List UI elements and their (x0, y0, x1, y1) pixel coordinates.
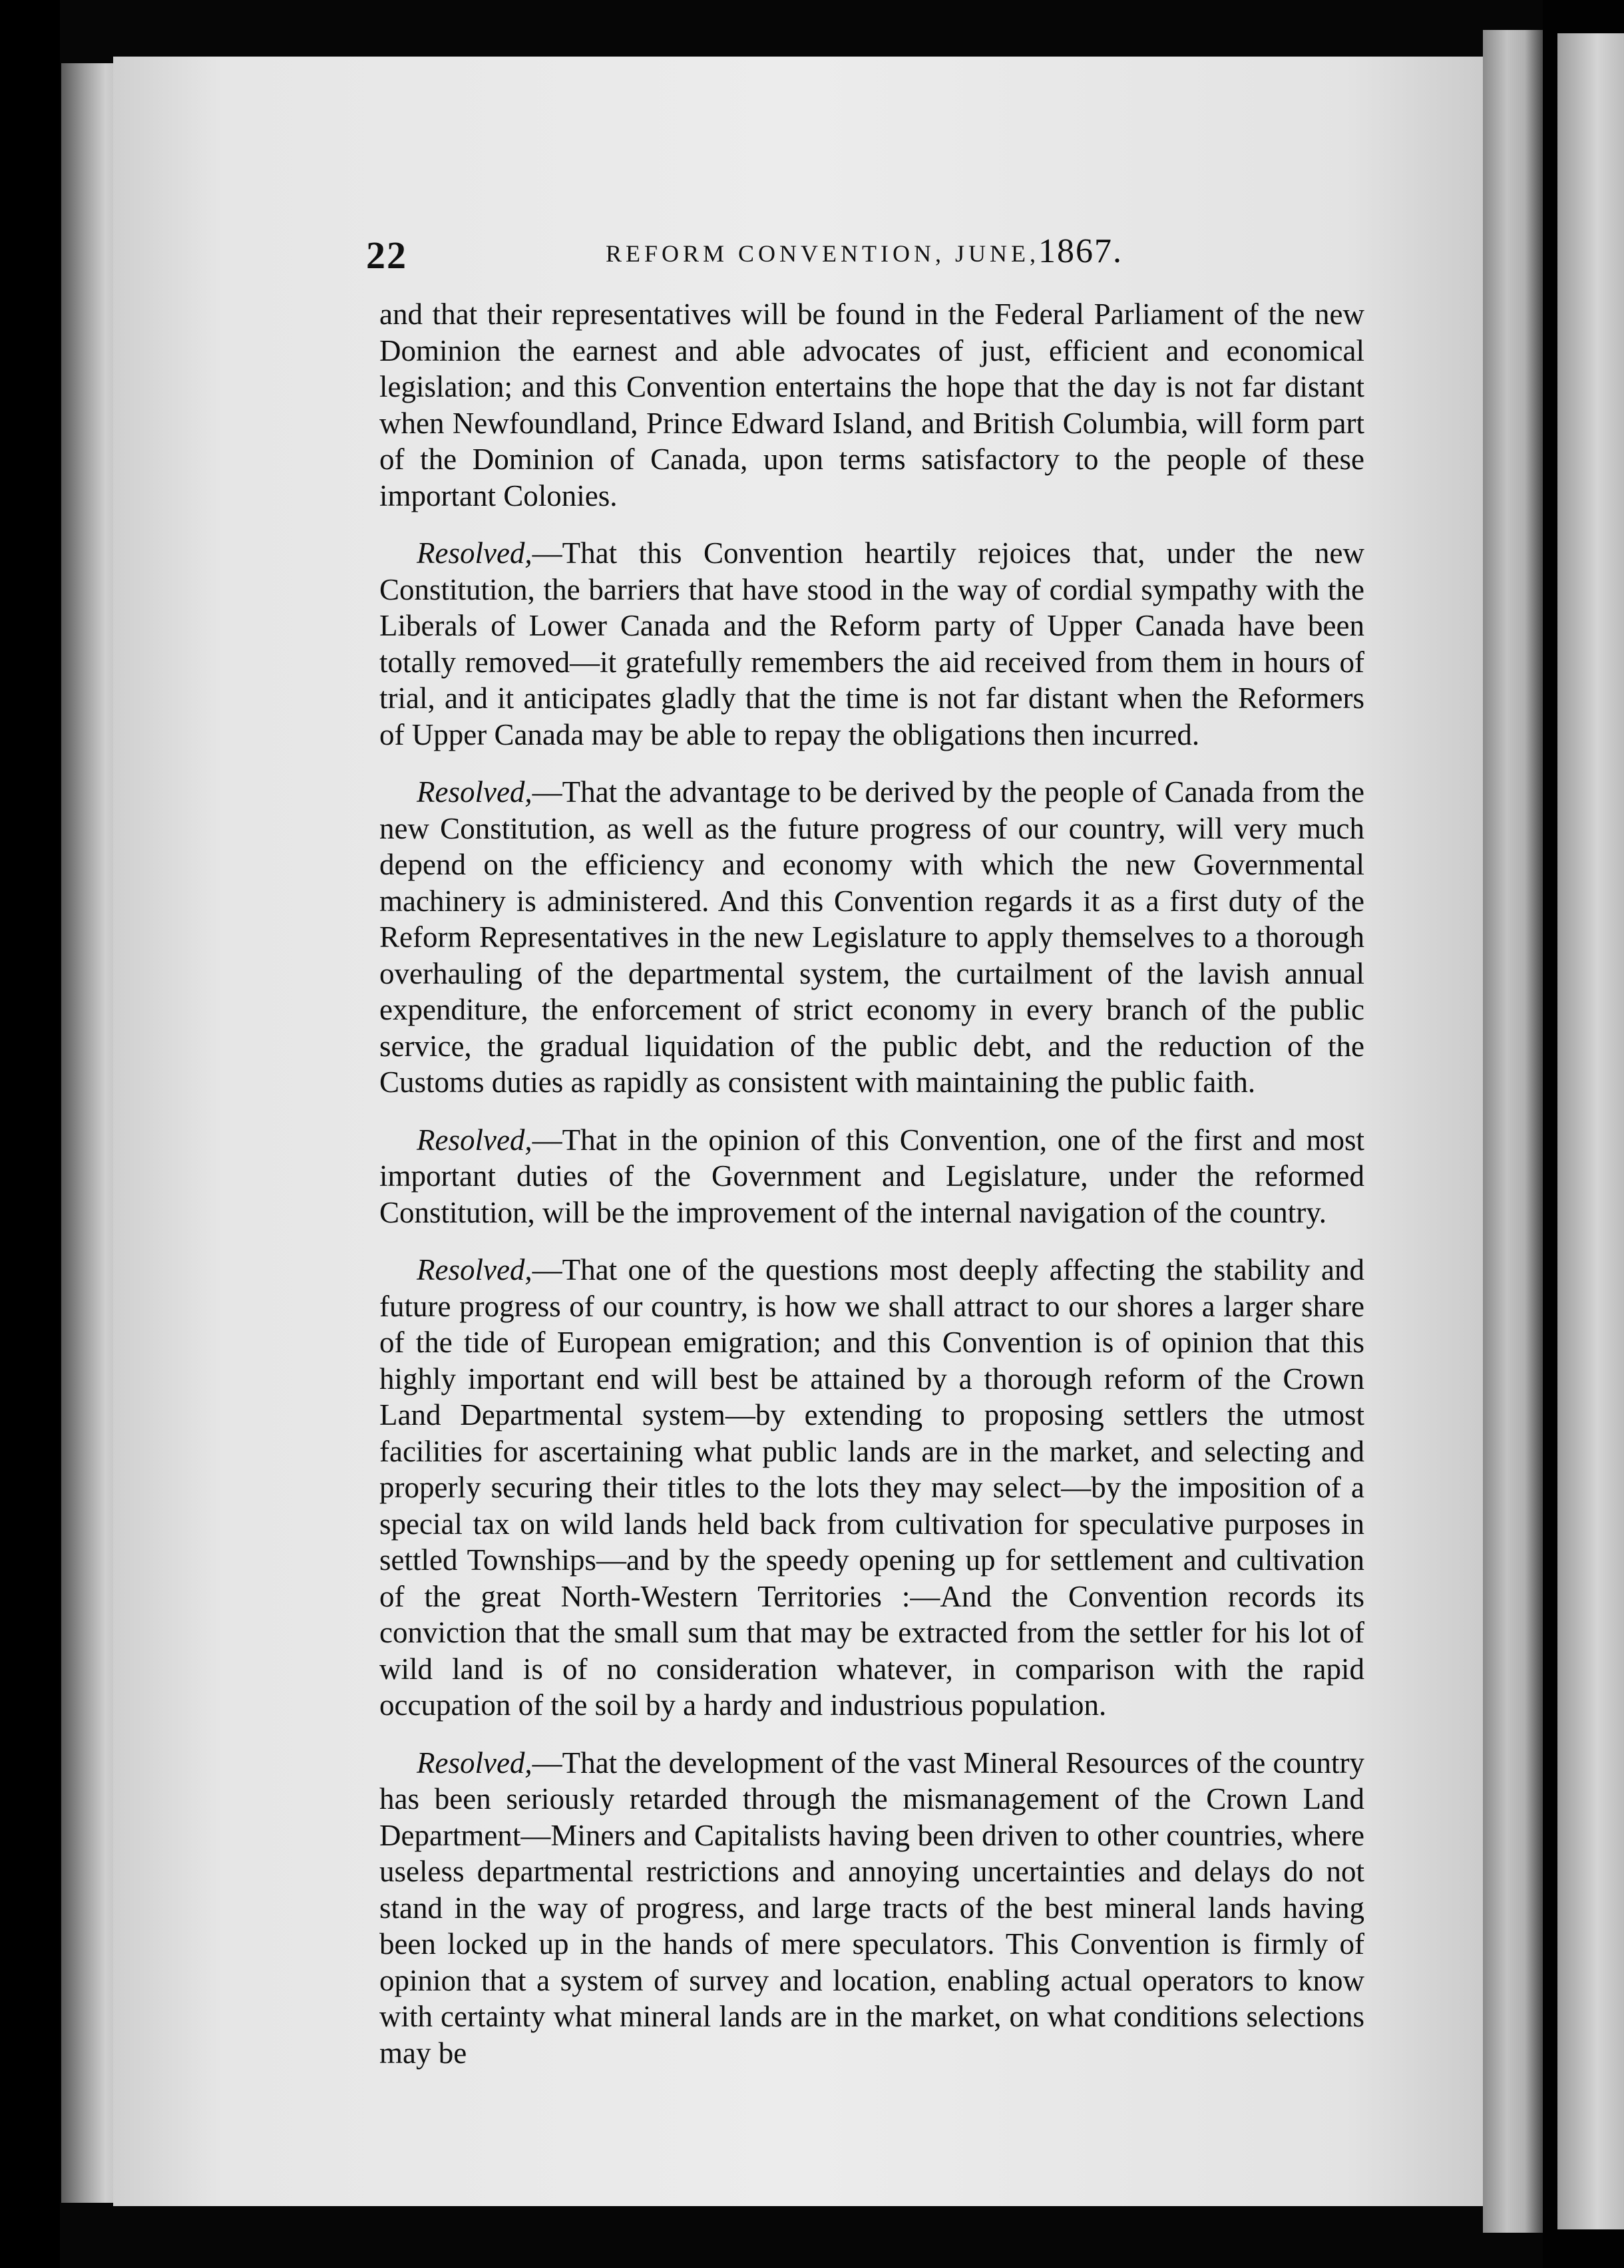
paragraph-text: —That this Convention heartily rejoices that, under the new Constitution, the barriers that have stood in the way of cordial sympathy with the Liberals of Lower Canada and the Reform party of Upper Canada have been totally removed—it gratefully remembers the aid received from them in hours of trial, and it anticipates gladly that the time is not far distant when the Reformers of Upper Canada may be able to repay the obligations then incurred. (379, 536, 1364, 751)
book-gutter (1483, 30, 1543, 2233)
paragraph-text: —That the development of the vast Mineral Resources of the country has been seriously retarded through the mismanagement of the Crown Land Department—Miners and Capitalists having been driven to other countries, where useless departmental restrictions and annoying uncertainties and delays do not stand in the way of progress, and large tracts of the best mineral lands having been locked up in the hands of mere speculators. This Convention is firmly of opinion that a system of survey and location, enabling actual operators to know with certainty what mineral lands are in the market, on what conditions selections may be (379, 1746, 1364, 2070)
resolution-paragraph (379, 1745, 1364, 2072)
paragraph-continuation (379, 296, 1364, 514)
resolved-label: Resolved, (417, 1253, 532, 1286)
resolved-label: Resolved, (417, 1123, 532, 1157)
resolved-label: Resolved, (417, 775, 532, 809)
resolution-paragraph (379, 1252, 1364, 1724)
page-header (366, 233, 1265, 280)
paragraph-text: and that their representatives will be found in the Federal Parliament of the new Dominion the earnest and able advocates of just, efficient and economical legislation; and this Convention entertains the hope that the day is not far distant when Newfoundland, Prince Edward Island, and British Columbia, will form part of the Dominion of Canada, upon terms satisfactory to the people of these important Colonies. (379, 297, 1364, 512)
resolution-paragraph (379, 774, 1364, 1101)
paragraph-text: —That in the opinion of this Convention, one of the first and most important duties of the Government and Legislature, under the reformed Constitution, will be the improvement of the internal navigation of the country. (379, 1123, 1364, 1229)
resolved-label: Resolved, (417, 536, 532, 570)
facing-page-edge (1557, 33, 1624, 2229)
paragraph-text: —That one of the questions most deeply affecting the stability and future progress of our country, is how we shall attract to our shores a larger share of the tide of European emigration; and this Convention is of opinion that this highly important end will best be attained by a thorough reform of the Crown Land Departmental system—by extending to proposing settlers the utmost facilities for ascertaining what public lands are in the market, and selecting and properly securing their titles to the lots they may select—by the imposition of a special tax on wild lands held back from cultivation for speculative purposes in settled Townships—and by the speedy opening up for settlement and cultivation of the great North-Western Territories :—And the Convention records its conviction that the small sum that may be extracted from the settler for his lot of wild land is of no consideration whatever, in comparison with the rapid occupation of the soil by a hardy and industrious population. (379, 1253, 1364, 1722)
microfilm-border-left (0, 0, 60, 2268)
paragraph-text: —That the advantage to be derived by the people of Canada from the new Constitution, as well as the future progress of our country, will very much depend on the efficiency and economy with which the new Governmental machinery is administered. And this Convention regards it as a first duty of the Reform Representatives in the new Legislature to apply themselves to a thorough overhauling of the departmental system, the curtailment of the lavish annual expenditure, the enforcement of strict economy in every branch of the public service, the gradual liquidation of the public debt, and the reduction of the Customs duties as rapidly as consistent with maintaining the public faith. (379, 775, 1364, 1099)
resolution-paragraph (379, 1122, 1364, 1231)
running-title: REFORM CONVENTION, JUNE, (606, 240, 1040, 267)
page-number: 22 (366, 234, 407, 277)
resolved-label: Resolved, (417, 1746, 532, 1780)
resolution-paragraph (379, 535, 1364, 753)
page-body (379, 296, 1364, 2071)
running-title-year: 1867. (1038, 232, 1123, 270)
